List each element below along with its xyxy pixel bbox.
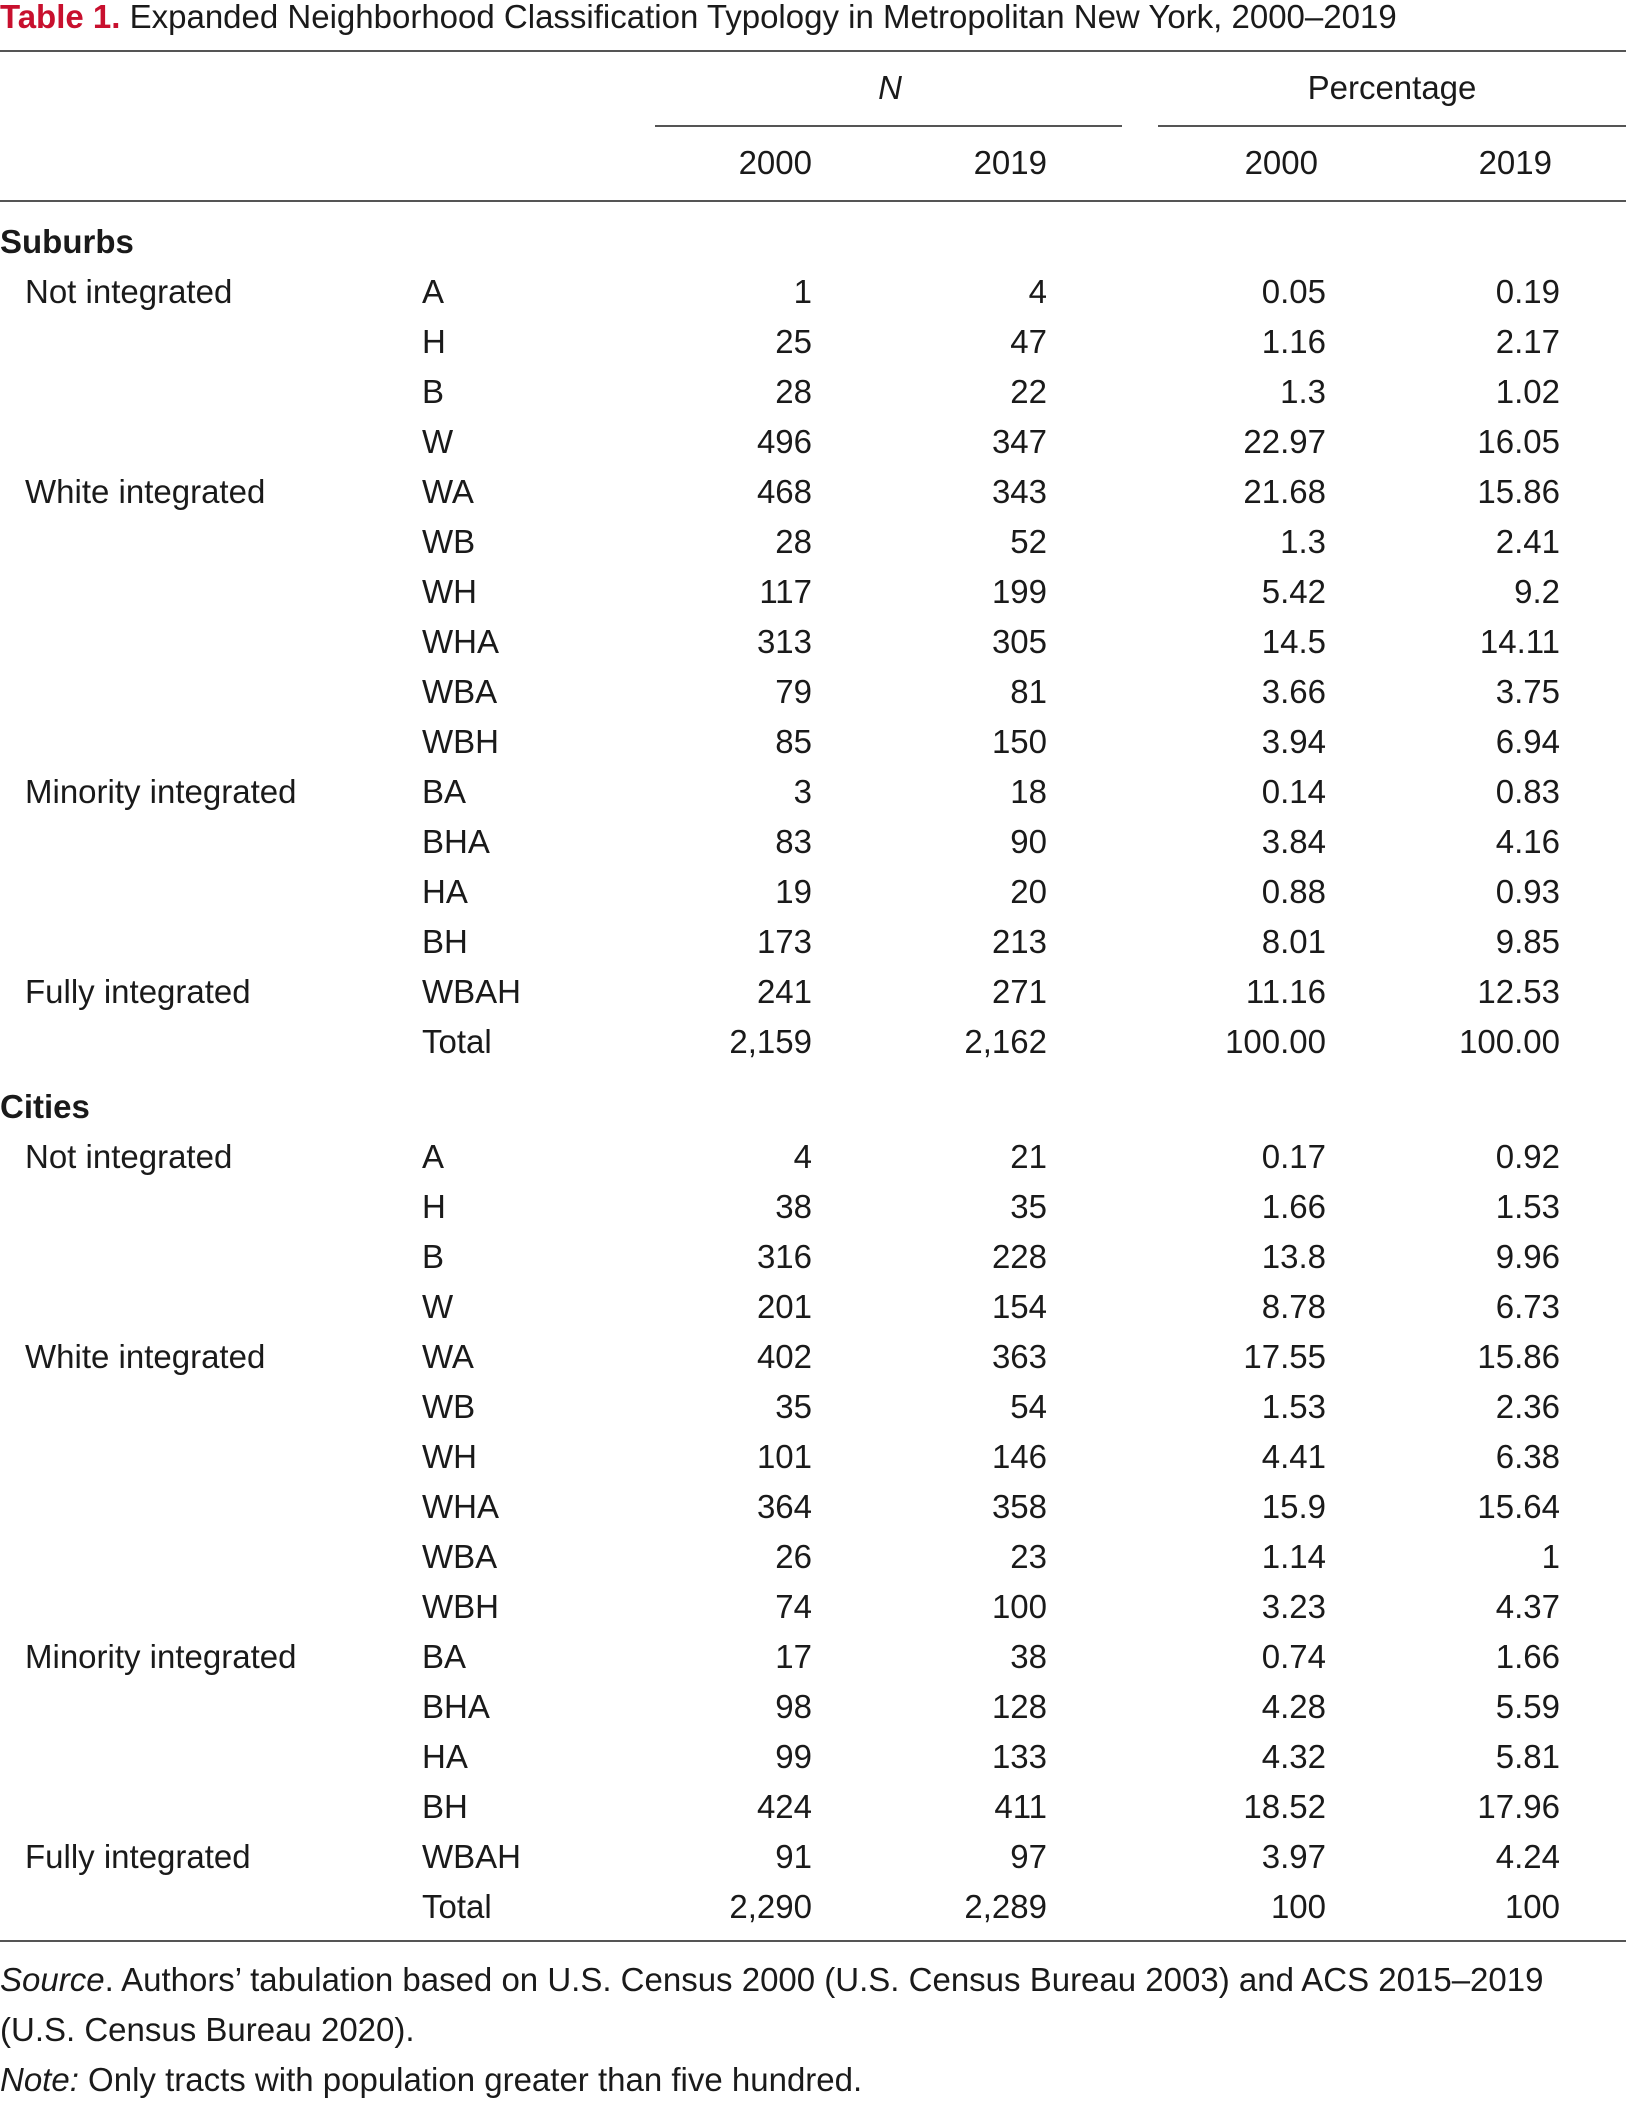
header-percentage: Percentage	[1307, 69, 1477, 106]
cell-pct-2019: 6.73	[1495, 1288, 1560, 1325]
row-category: White integrated	[25, 473, 266, 510]
row-code: W	[422, 423, 454, 460]
row-code: BH	[422, 923, 468, 960]
cell-n-2019: 54	[1010, 1388, 1047, 1425]
table-title: Expanded Neighborhood Classification Typology in Metropolitan New York, 2000–2019	[129, 0, 1397, 35]
cell-n-2019: 154	[991, 1288, 1047, 1325]
cell-n-2019: 358	[991, 1488, 1047, 1525]
row-code: WA	[422, 1338, 474, 1375]
cell-pct-2000: 0.05	[1261, 273, 1326, 310]
row-code: BHA	[422, 1688, 490, 1725]
note-text: Only tracts with population greater than five hundred.	[78, 2061, 863, 2098]
cell-n-2019: 20	[1010, 873, 1047, 910]
section-title: Suburbs	[0, 223, 134, 260]
n-group-rule	[655, 125, 1122, 127]
cell-pct-2019: 5.59	[1495, 1688, 1560, 1725]
row-code: WB	[422, 1388, 476, 1425]
cell-n-2000: 17	[775, 1638, 812, 1675]
cell-n-2000: 2,159	[729, 1023, 812, 1060]
cell-pct-2000: 0.88	[1261, 873, 1326, 910]
row-code: BA	[422, 773, 467, 810]
cell-n-2000: 35	[775, 1388, 812, 1425]
cell-n-2000: 91	[775, 1838, 812, 1875]
cell-pct-2019: 1	[1541, 1538, 1560, 1575]
table-caption	[0, 0, 1628, 34]
cell-pct-2019: 3.75	[1495, 673, 1560, 710]
header-year: 2019	[973, 144, 1047, 181]
header-year: 2019	[1478, 144, 1552, 181]
cell-pct-2000: 3.84	[1261, 823, 1326, 860]
cell-n-2019: 305	[991, 623, 1047, 660]
row-code: WHA	[422, 623, 499, 660]
row-code: WA	[422, 473, 474, 510]
cell-n-2019: 133	[991, 1738, 1047, 1775]
header-year: 2000	[738, 144, 812, 181]
row-code: WBAH	[422, 973, 521, 1010]
source-label: Source	[0, 1961, 105, 1998]
cell-pct-2000: 8.01	[1261, 923, 1326, 960]
cell-pct-2019: 17.96	[1477, 1788, 1560, 1825]
cell-pct-2019: 100.00	[1459, 1023, 1560, 1060]
cell-n-2000: 313	[756, 623, 812, 660]
row-category: Fully integrated	[25, 1838, 251, 1875]
cell-pct-2019: 100	[1504, 1888, 1560, 1925]
cell-pct-2000: 1.16	[1261, 323, 1326, 360]
cell-n-2019: 2,162	[964, 1023, 1047, 1060]
cell-n-2000: 117	[759, 573, 812, 610]
cell-n-2000: 496	[756, 423, 812, 460]
cell-n-2019: 35	[1010, 1188, 1047, 1225]
row-code: Total	[422, 1023, 492, 1060]
cell-pct-2019: 2.36	[1495, 1388, 1560, 1425]
cell-n-2000: 468	[756, 473, 812, 510]
cell-n-2019: 21	[1010, 1138, 1047, 1175]
cell-pct-2000: 1.3	[1280, 523, 1326, 560]
cell-pct-2000: 13.8	[1261, 1238, 1326, 1275]
cell-n-2019: 347	[991, 423, 1047, 460]
row-code: BH	[422, 1788, 468, 1825]
top-rule	[0, 50, 1626, 52]
row-code: WH	[422, 1438, 477, 1475]
cell-n-2000: 173	[756, 923, 812, 960]
row-code: B	[422, 1238, 445, 1275]
cell-n-2019: 228	[991, 1238, 1047, 1275]
cell-n-2000: 241	[756, 973, 812, 1010]
cell-pct-2019: 14.11	[1479, 623, 1560, 660]
row-code: WB	[422, 523, 476, 560]
cell-pct-2019: 15.86	[1477, 473, 1560, 510]
cell-n-2000: 364	[756, 1488, 812, 1525]
cell-pct-2019: 12.53	[1477, 973, 1560, 1010]
cell-n-2000: 28	[775, 373, 812, 410]
row-code: H	[422, 1188, 446, 1225]
row-code: A	[422, 1138, 445, 1175]
cell-n-2000: 316	[756, 1238, 812, 1275]
bottom-rule	[0, 1940, 1626, 1942]
cell-pct-2000: 18.52	[1243, 1788, 1326, 1825]
cell-n-2019: 150	[991, 723, 1047, 760]
cell-pct-2019: 2.17	[1495, 323, 1560, 360]
row-code: BA	[422, 1638, 467, 1675]
cell-n-2000: 424	[756, 1788, 812, 1825]
cell-pct-2000: 100.00	[1225, 1023, 1326, 1060]
header-rule	[0, 200, 1626, 202]
cell-n-2019: 2,289	[964, 1888, 1047, 1925]
row-category: Minority integrated	[25, 773, 297, 810]
cell-pct-2019: 1.66	[1495, 1638, 1560, 1675]
note-label: Note:	[0, 2061, 79, 2098]
cell-n-2019: 52	[1010, 523, 1047, 560]
cell-pct-2000: 1.53	[1261, 1388, 1326, 1425]
row-code: BHA	[422, 823, 490, 860]
cell-n-2000: 2,290	[729, 1888, 812, 1925]
cell-pct-2000: 4.41	[1261, 1438, 1326, 1475]
cell-n-2000: 1	[793, 273, 812, 310]
cell-pct-2019: 6.94	[1495, 723, 1560, 760]
cell-pct-2000: 3.94	[1261, 723, 1326, 760]
table-note	[0, 2055, 1610, 2105]
cell-n-2000: 3	[793, 773, 812, 810]
cell-pct-2019: 1.53	[1495, 1188, 1560, 1225]
cell-pct-2019: 9.85	[1495, 923, 1560, 960]
source-note	[0, 1955, 1610, 2055]
cell-pct-2019: 1.02	[1495, 373, 1560, 410]
cell-pct-2000: 1.14	[1261, 1538, 1326, 1575]
cell-n-2019: 213	[991, 923, 1047, 960]
cell-pct-2019: 0.83	[1495, 773, 1560, 810]
cell-n-2019: 23	[1010, 1538, 1047, 1575]
row-category: Fully integrated	[25, 973, 251, 1010]
table-label: Table 1.	[0, 0, 121, 35]
cell-pct-2019: 0.92	[1495, 1138, 1560, 1175]
cell-n-2019: 100	[991, 1588, 1047, 1625]
header-year: 2000	[1244, 144, 1318, 181]
cell-pct-2000: 3.66	[1261, 673, 1326, 710]
cell-n-2019: 18	[1010, 773, 1047, 810]
cell-n-2019: 271	[991, 973, 1047, 1010]
cell-pct-2019: 15.64	[1477, 1488, 1560, 1525]
cell-pct-2019: 4.37	[1495, 1588, 1560, 1625]
cell-n-2019: 47	[1010, 323, 1047, 360]
cell-n-2000: 19	[775, 873, 812, 910]
cell-n-2000: 74	[775, 1588, 812, 1625]
cell-n-2000: 99	[775, 1738, 812, 1775]
cell-pct-2000: 1.3	[1280, 373, 1326, 410]
row-code: W	[422, 1288, 454, 1325]
cell-pct-2019: 4.16	[1495, 823, 1560, 860]
cell-pct-2000: 4.32	[1261, 1738, 1326, 1775]
cell-pct-2000: 11.16	[1245, 973, 1326, 1010]
cell-n-2019: 411	[994, 1788, 1047, 1825]
row-category: Not integrated	[25, 273, 233, 310]
cell-n-2000: 402	[756, 1338, 812, 1375]
cell-pct-2019: 6.38	[1495, 1438, 1560, 1475]
row-code: WBH	[422, 723, 499, 760]
cell-pct-2000: 5.42	[1261, 573, 1326, 610]
cell-pct-2019: 0.93	[1495, 873, 1560, 910]
cell-n-2019: 97	[1010, 1838, 1047, 1875]
row-code: H	[422, 323, 446, 360]
cell-pct-2019: 2.41	[1495, 523, 1560, 560]
cell-n-2000: 79	[775, 673, 812, 710]
cell-pct-2000: 8.78	[1261, 1288, 1326, 1325]
source-text: . Authors’ tabulation based on U.S. Census 2000 (U.S. Census Bureau 2003) and ACS 2015–2019 (U.S. Census Bureau 2020).	[0, 1961, 1544, 2048]
percentage-group-rule	[1158, 125, 1626, 127]
cell-pct-2000: 22.97	[1243, 423, 1326, 460]
cell-n-2000: 201	[756, 1288, 812, 1325]
section-title: Cities	[0, 1088, 90, 1125]
cell-pct-2019: 9.96	[1495, 1238, 1560, 1275]
row-code: WBA	[422, 673, 498, 710]
cell-pct-2019: 5.81	[1495, 1738, 1560, 1775]
cell-pct-2000: 17.55	[1243, 1338, 1326, 1375]
cell-n-2000: 26	[775, 1538, 812, 1575]
cell-n-2000: 38	[775, 1188, 812, 1225]
cell-n-2000: 28	[775, 523, 812, 560]
cell-n-2000: 101	[756, 1438, 812, 1475]
cell-pct-2000: 3.23	[1261, 1588, 1326, 1625]
cell-n-2019: 363	[991, 1338, 1047, 1375]
cell-n-2000: 83	[775, 823, 812, 860]
row-code: WBA	[422, 1538, 498, 1575]
cell-n-2000: 4	[793, 1138, 812, 1175]
row-category: White integrated	[25, 1338, 266, 1375]
cell-n-2019: 146	[991, 1438, 1047, 1475]
cell-pct-2000: 21.68	[1243, 473, 1326, 510]
cell-n-2000: 98	[775, 1688, 812, 1725]
cell-n-2019: 81	[1010, 673, 1047, 710]
cell-pct-2019: 0.19	[1495, 273, 1560, 310]
cell-pct-2000: 4.28	[1261, 1688, 1326, 1725]
cell-pct-2019: 15.86	[1477, 1338, 1560, 1375]
cell-pct-2019: 16.05	[1477, 423, 1560, 460]
row-category: Not integrated	[25, 1138, 233, 1175]
cell-n-2019: 199	[991, 573, 1047, 610]
cell-pct-2000: 3.97	[1261, 1838, 1326, 1875]
cell-pct-2000: 14.5	[1261, 623, 1326, 660]
cell-n-2000: 25	[775, 323, 812, 360]
cell-pct-2019: 4.24	[1495, 1838, 1560, 1875]
cell-n-2019: 128	[991, 1688, 1047, 1725]
cell-pct-2000: 0.74	[1261, 1638, 1326, 1675]
cell-pct-2000: 100	[1270, 1888, 1326, 1925]
cell-n-2000: 85	[775, 723, 812, 760]
row-code: WHA	[422, 1488, 499, 1525]
cell-n-2019: 343	[991, 473, 1047, 510]
cell-pct-2000: 15.9	[1261, 1488, 1326, 1525]
row-code: WBAH	[422, 1838, 521, 1875]
cell-pct-2000: 0.17	[1261, 1138, 1326, 1175]
row-code: HA	[422, 873, 468, 910]
row-code: WBH	[422, 1588, 499, 1625]
cell-pct-2000: 0.14	[1261, 773, 1326, 810]
row-code: HA	[422, 1738, 468, 1775]
row-code: B	[422, 373, 445, 410]
cell-n-2019: 90	[1010, 823, 1047, 860]
cell-n-2019: 22	[1010, 373, 1047, 410]
row-code: WH	[422, 573, 477, 610]
cell-pct-2019: 9.2	[1514, 573, 1560, 610]
row-code: Total	[422, 1888, 492, 1925]
cell-n-2019: 4	[1028, 273, 1047, 310]
cell-n-2019: 38	[1010, 1638, 1047, 1675]
row-code: A	[422, 273, 445, 310]
header-n: N	[878, 69, 902, 106]
cell-pct-2000: 1.66	[1261, 1188, 1326, 1225]
row-category: Minority integrated	[25, 1638, 297, 1675]
